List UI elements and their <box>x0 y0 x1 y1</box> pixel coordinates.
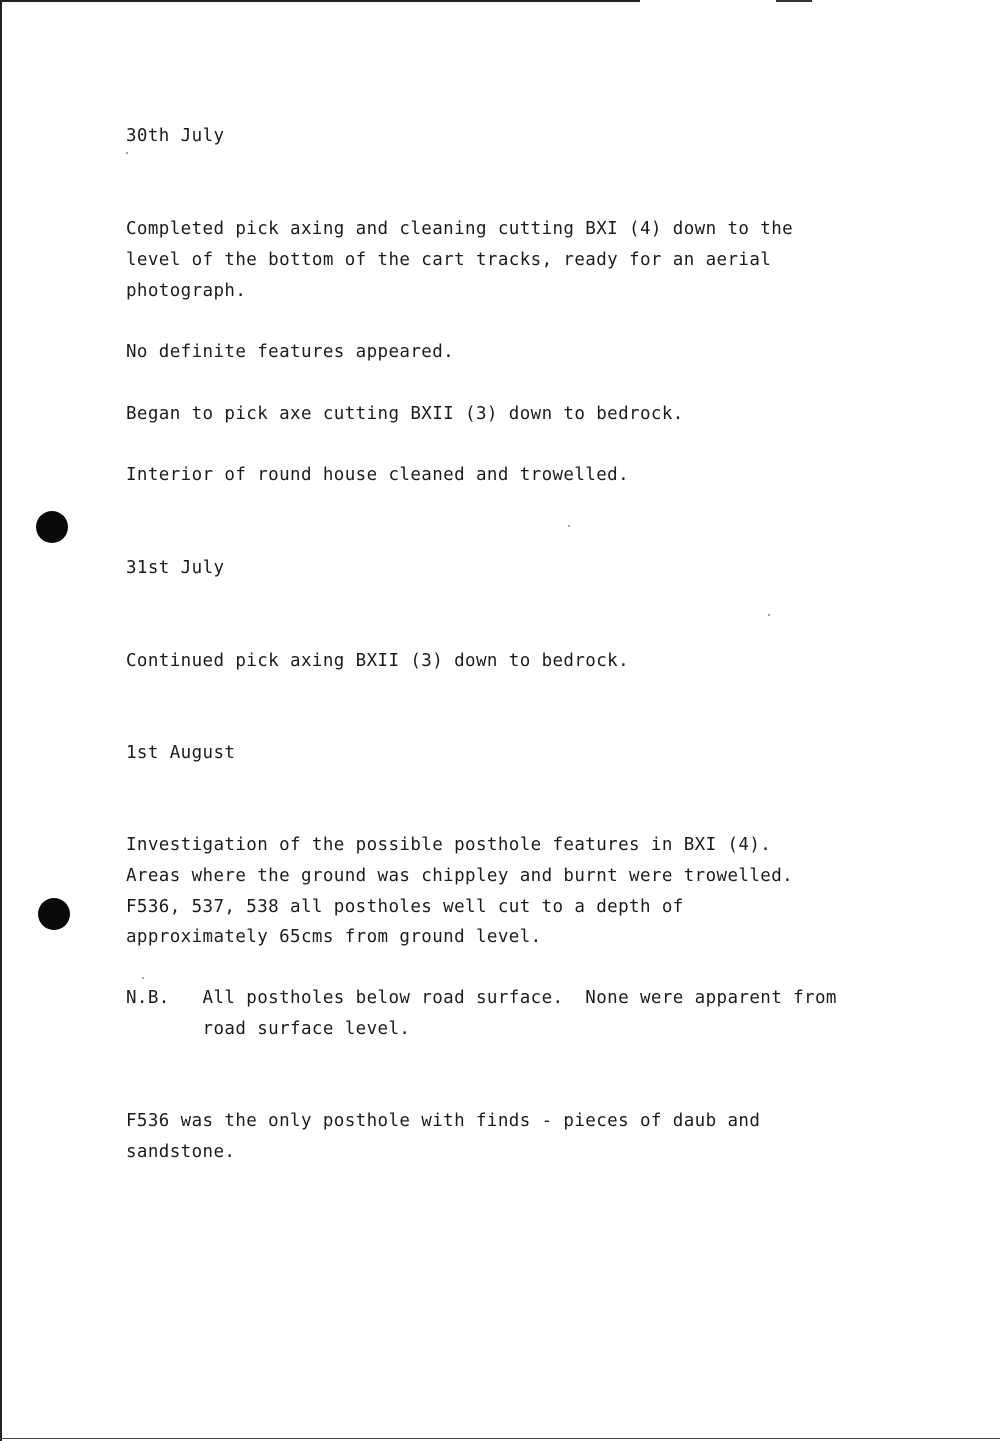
entry-line: approximately 65cms from ground level. <box>126 927 542 947</box>
entry-line: F536, 537, 538 all postholes well cut to a depth of <box>126 897 684 917</box>
entry-line: F536 was the only posthole with finds - pieces of daub and <box>126 1111 761 1131</box>
scan-speck <box>126 152 128 154</box>
punch-hole <box>36 511 68 543</box>
entry-line: Continued pick axing BXII (3) down to bedrock. <box>126 651 630 671</box>
entry-date: 31st July <box>126 558 225 578</box>
entry-line: Investigation of the possible posthole features in BXI (4). <box>126 835 772 855</box>
entry-date: 1st August <box>126 743 236 763</box>
entry-line: Interior of round house cleaned and trowelled. <box>126 465 630 485</box>
scan-speck <box>568 525 570 527</box>
scan-speck <box>768 614 770 616</box>
entry-line: photograph. <box>126 281 247 301</box>
entry-line: Completed pick axing and cleaning cutting BXI (4) down to the <box>126 219 794 239</box>
page-edge-left <box>0 0 2 1441</box>
entry-line: sandstone. <box>126 1142 236 1162</box>
entry-line: level of the bottom of the cart tracks, ready for an aerial <box>126 250 772 270</box>
page-edge-top <box>0 0 640 2</box>
entry-date: 30th July <box>126 126 225 146</box>
entry-line: N.B. All postholes below road surface. None were apparent from <box>126 988 837 1008</box>
entry-line: Areas where the ground was chippley and burnt were trowelled. <box>126 866 794 886</box>
entry-line: No definite features appeared. <box>126 342 455 362</box>
entry-line: Began to pick axe cutting BXII (3) down to bedrock. <box>126 404 684 424</box>
page-edge-top-fragment <box>776 0 812 2</box>
punch-hole <box>38 898 70 930</box>
scan-speck <box>142 977 144 979</box>
entry-line: road surface level. <box>126 1019 411 1039</box>
page-edge-bottom <box>0 1438 1000 1439</box>
